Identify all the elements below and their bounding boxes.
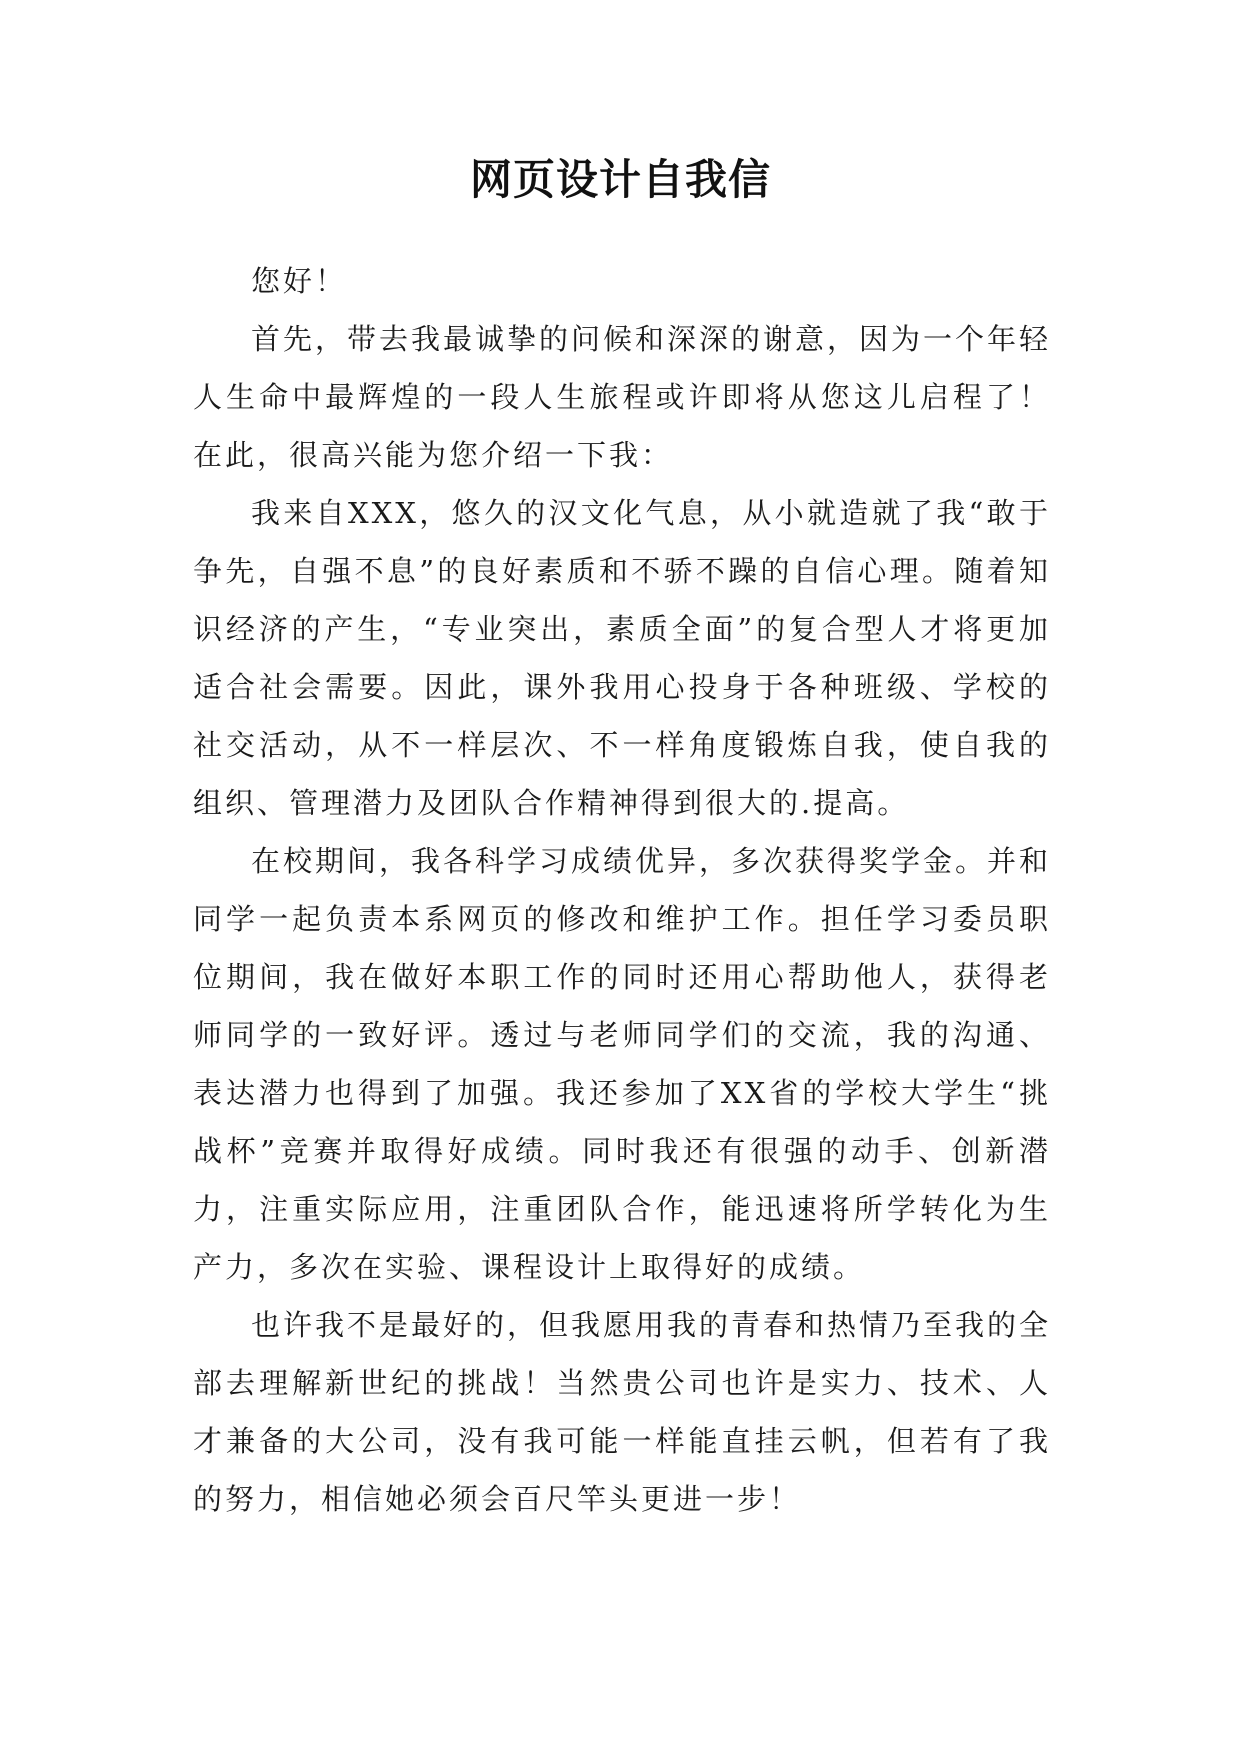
intro-paragraph: 首先，带去我最诚挚的问候和深深的谢意，因为一个年轻人生命中最辉煌的一段人生旅程或许即将从您这儿启程了！在此，很高兴能为您介绍一下我：: [193, 322, 1052, 472]
greeting-paragraph: 您好！: [251, 264, 348, 298]
background-paragraph: 我来自XXX，悠久的汉文化气息，从小就造就了我“敢于争先，自强不息”的良好素质和不骄不躁的自信心理。随着知识经济的产生，“专业突出，素质全面”的复合型人才将更加适合社会需要。因此，课外我用心投身于各种班级、学校的社交活动，从不一样层次、不一样角度锻炼自我，使自我的组织、管理潜力及团队合作精神得到很大的.提高。: [193, 496, 1051, 820]
document-title: 网页设计自我信: [469, 155, 771, 204]
document-body: [193, 252, 1051, 1528]
school-achievements-paragraph: 在校期间，我各科学习成绩优异，多次获得奖学金。并和同学一起负责本系网页的修改和维护工作。担任学习委员职位期间，我在做好本职工作的同时还用心帮助他人，获得老师同学的一致好评。透过与老师同学们的交流，我的沟通、表达潜力也得到了加强。我还参加了XX省的学校大学生“挑战杯”竞赛并取得好成绩。同时我还有很强的动手、创新潜力，注重实际应用，注重团队合作，能迅速将所学转化为生产力，多次在实验、课程设计上取得好的成绩。: [193, 844, 1052, 1284]
closing-paragraph: 也许我不是最好的，但我愿用我的青春和热情乃至我的全部去理解新世纪的挑战！当然贵公司也许是实力、技术、人才兼备的大公司，没有我可能一样能直挂云帆，但若有了我的努力，相信她必须会百尺竿头更进一步！: [193, 1308, 1052, 1516]
